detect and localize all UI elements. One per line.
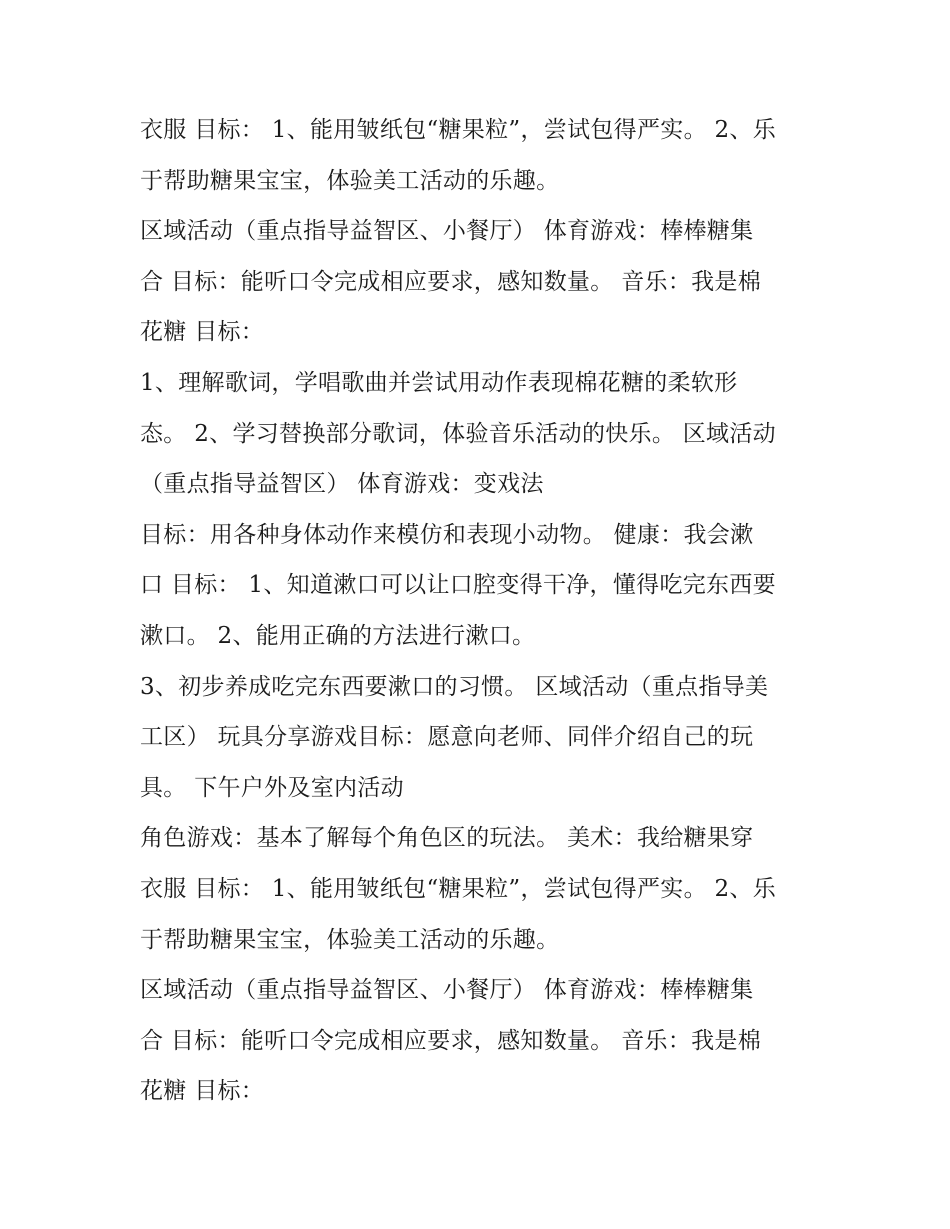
text-line: 于帮助糖果宝宝，体验美工活动的乐趣。 [140,168,560,194]
text-line: 花糖 目标： [140,1078,265,1104]
text-line: 目标：用各种身体动作来模仿和表现小动物。 健康：我会漱 [140,522,754,548]
text-line: （重点指导益智区） 体育游戏：变戏法 [140,471,544,497]
text-line: 合 目标：能听口令完成相应要求，感知数量。 音乐：我是棉 [140,269,762,295]
text-line: 衣服 目标： 1、能用皱纸包“糖果粒”，尝试包得严实。 2、乐 [140,117,777,143]
text-line: 区域活动（重点指导益智区、小餐厅） 体育游戏：棒棒糖集 [140,218,754,244]
text-line: 于帮助糖果宝宝，体验美工活动的乐趣。 [140,927,560,953]
text-line: 口 目标： 1、知道漱口可以让口腔变得干净，懂得吃完东西要 [140,572,776,598]
text-line: 区域活动（重点指导益智区、小餐厅） 体育游戏：棒棒糖集 [140,977,754,1003]
text-line: 漱口。 2、能用正确的方法进行漱口。 [140,623,536,649]
text-line: 具。 下午户外及室内活动 [140,775,404,801]
text-line: 态。 2、学习替换部分歌词，体验音乐活动的快乐。 区域活动 [140,421,776,447]
text-line: 1、理解歌词，学唱歌曲并尝试用动作表现棉花糖的柔软形 [140,370,738,396]
text-line: 合 目标：能听口令完成相应要求，感知数量。 音乐：我是棉 [140,1028,762,1054]
text-line: 工区） 玩具分享游戏目标：愿意向老师、同伴介绍自己的玩 [140,724,754,750]
text-line: 衣服 目标： 1、能用皱纸包“糖果粒”，尝试包得严实。 2、乐 [140,876,777,902]
text-line: 花糖 目标： [140,319,265,345]
text-line: 角色游戏：基本了解每个角色区的玩法。 美术：我给糖果穿 [140,825,754,851]
text-line: 3、初步养成吃完东西要漱口的习惯。 区域活动（重点指导美 [140,674,769,700]
